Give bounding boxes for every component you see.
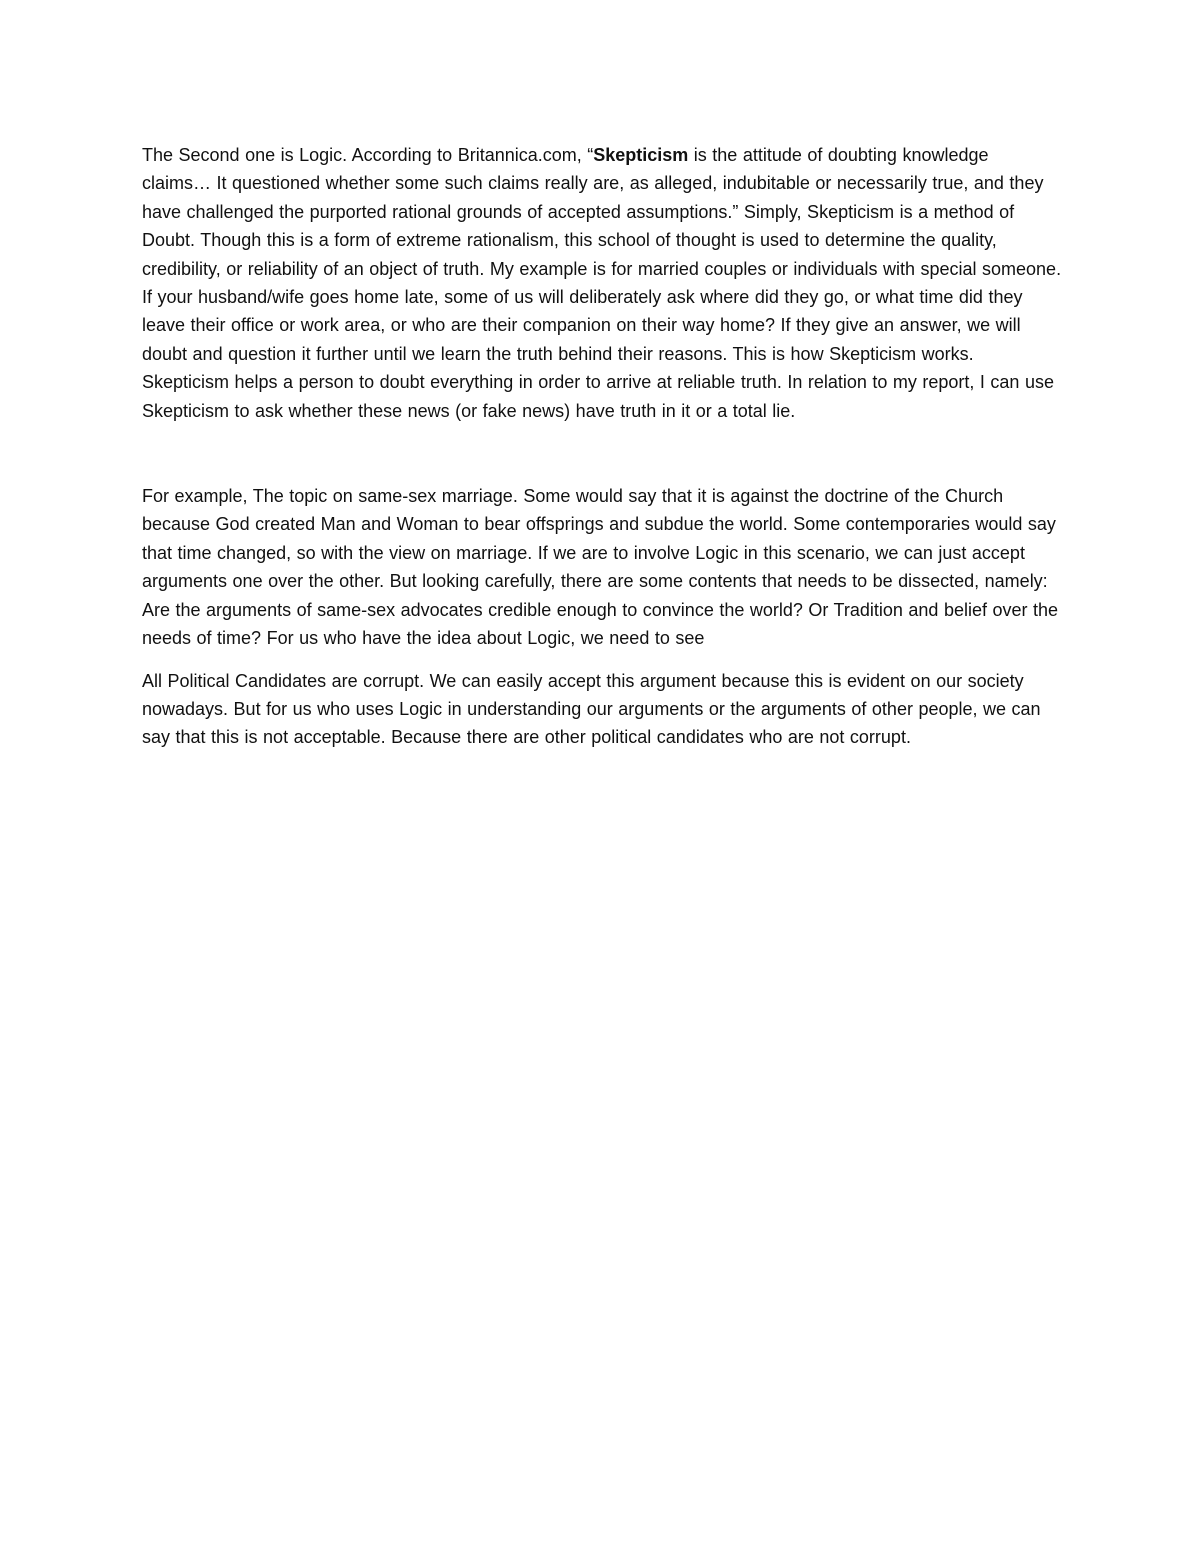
document-body <box>142 141 1062 752</box>
paragraph-text-start: The Second one is Logic. According to Britannica.com, “ <box>142 145 594 165</box>
bold-term-skepticism: Skepticism <box>593 145 689 165</box>
paragraph-political-candidates: All Political Candidates are corrupt. We can easily accept this argument because this is evident on our society nowadays. But for us who uses Logic in understanding our arguments or the arguments of other people, we can say that this is not acceptable. Because there are other political candidates who are not corrupt. <box>142 670 1041 748</box>
paragraph-skepticism <box>142 141 1062 425</box>
paragraph-text-rest: is the attitude of doubting knowledge claims… It questioned whether some such claims really are, as alleged, indubitable or necessarily true, and they have challenged the purported rational grounds of accepted assumptions.” Simply, Skepticism is a method of Doubt. Though this is a form of extreme rationalism, this school of thought is used to determine the quality, credibility, or reliability of an object of truth. My example is for married couples or individuals with special someone. If your husband/wife goes home late, some of us will deliberately ask where did they go, or what time did they leave their office or work area, or who are their companion on their way home? If they give an answer, we will doubt and question it further until we learn the truth behind their reasons. This is how Skepticism works. Skepticism helps a person to doubt everything in order to arrive at reliable truth. In relation to my report, I can use Skepticism to ask whether these news (or fake news) have truth in it or a total lie. <box>142 145 1062 421</box>
paragraph-same-sex-marriage: For example, The topic on same-sex marriage. Some would say that it is against the doctrine of the Church because God created Man and Woman to bear offsprings and subdue the world. Some contemporaries would say that time changed, so with the view on marriage. If we are to involve Logic in this scenario, we can just accept arguments one over the other. But looking carefully, there are some contents that needs to be dissected, namely: Are the arguments of same-sex advocates credible enough to convince the world? Or Tradition and belief over the needs of time? For us who have the idea about Logic, we need to see <box>142 486 1059 649</box>
